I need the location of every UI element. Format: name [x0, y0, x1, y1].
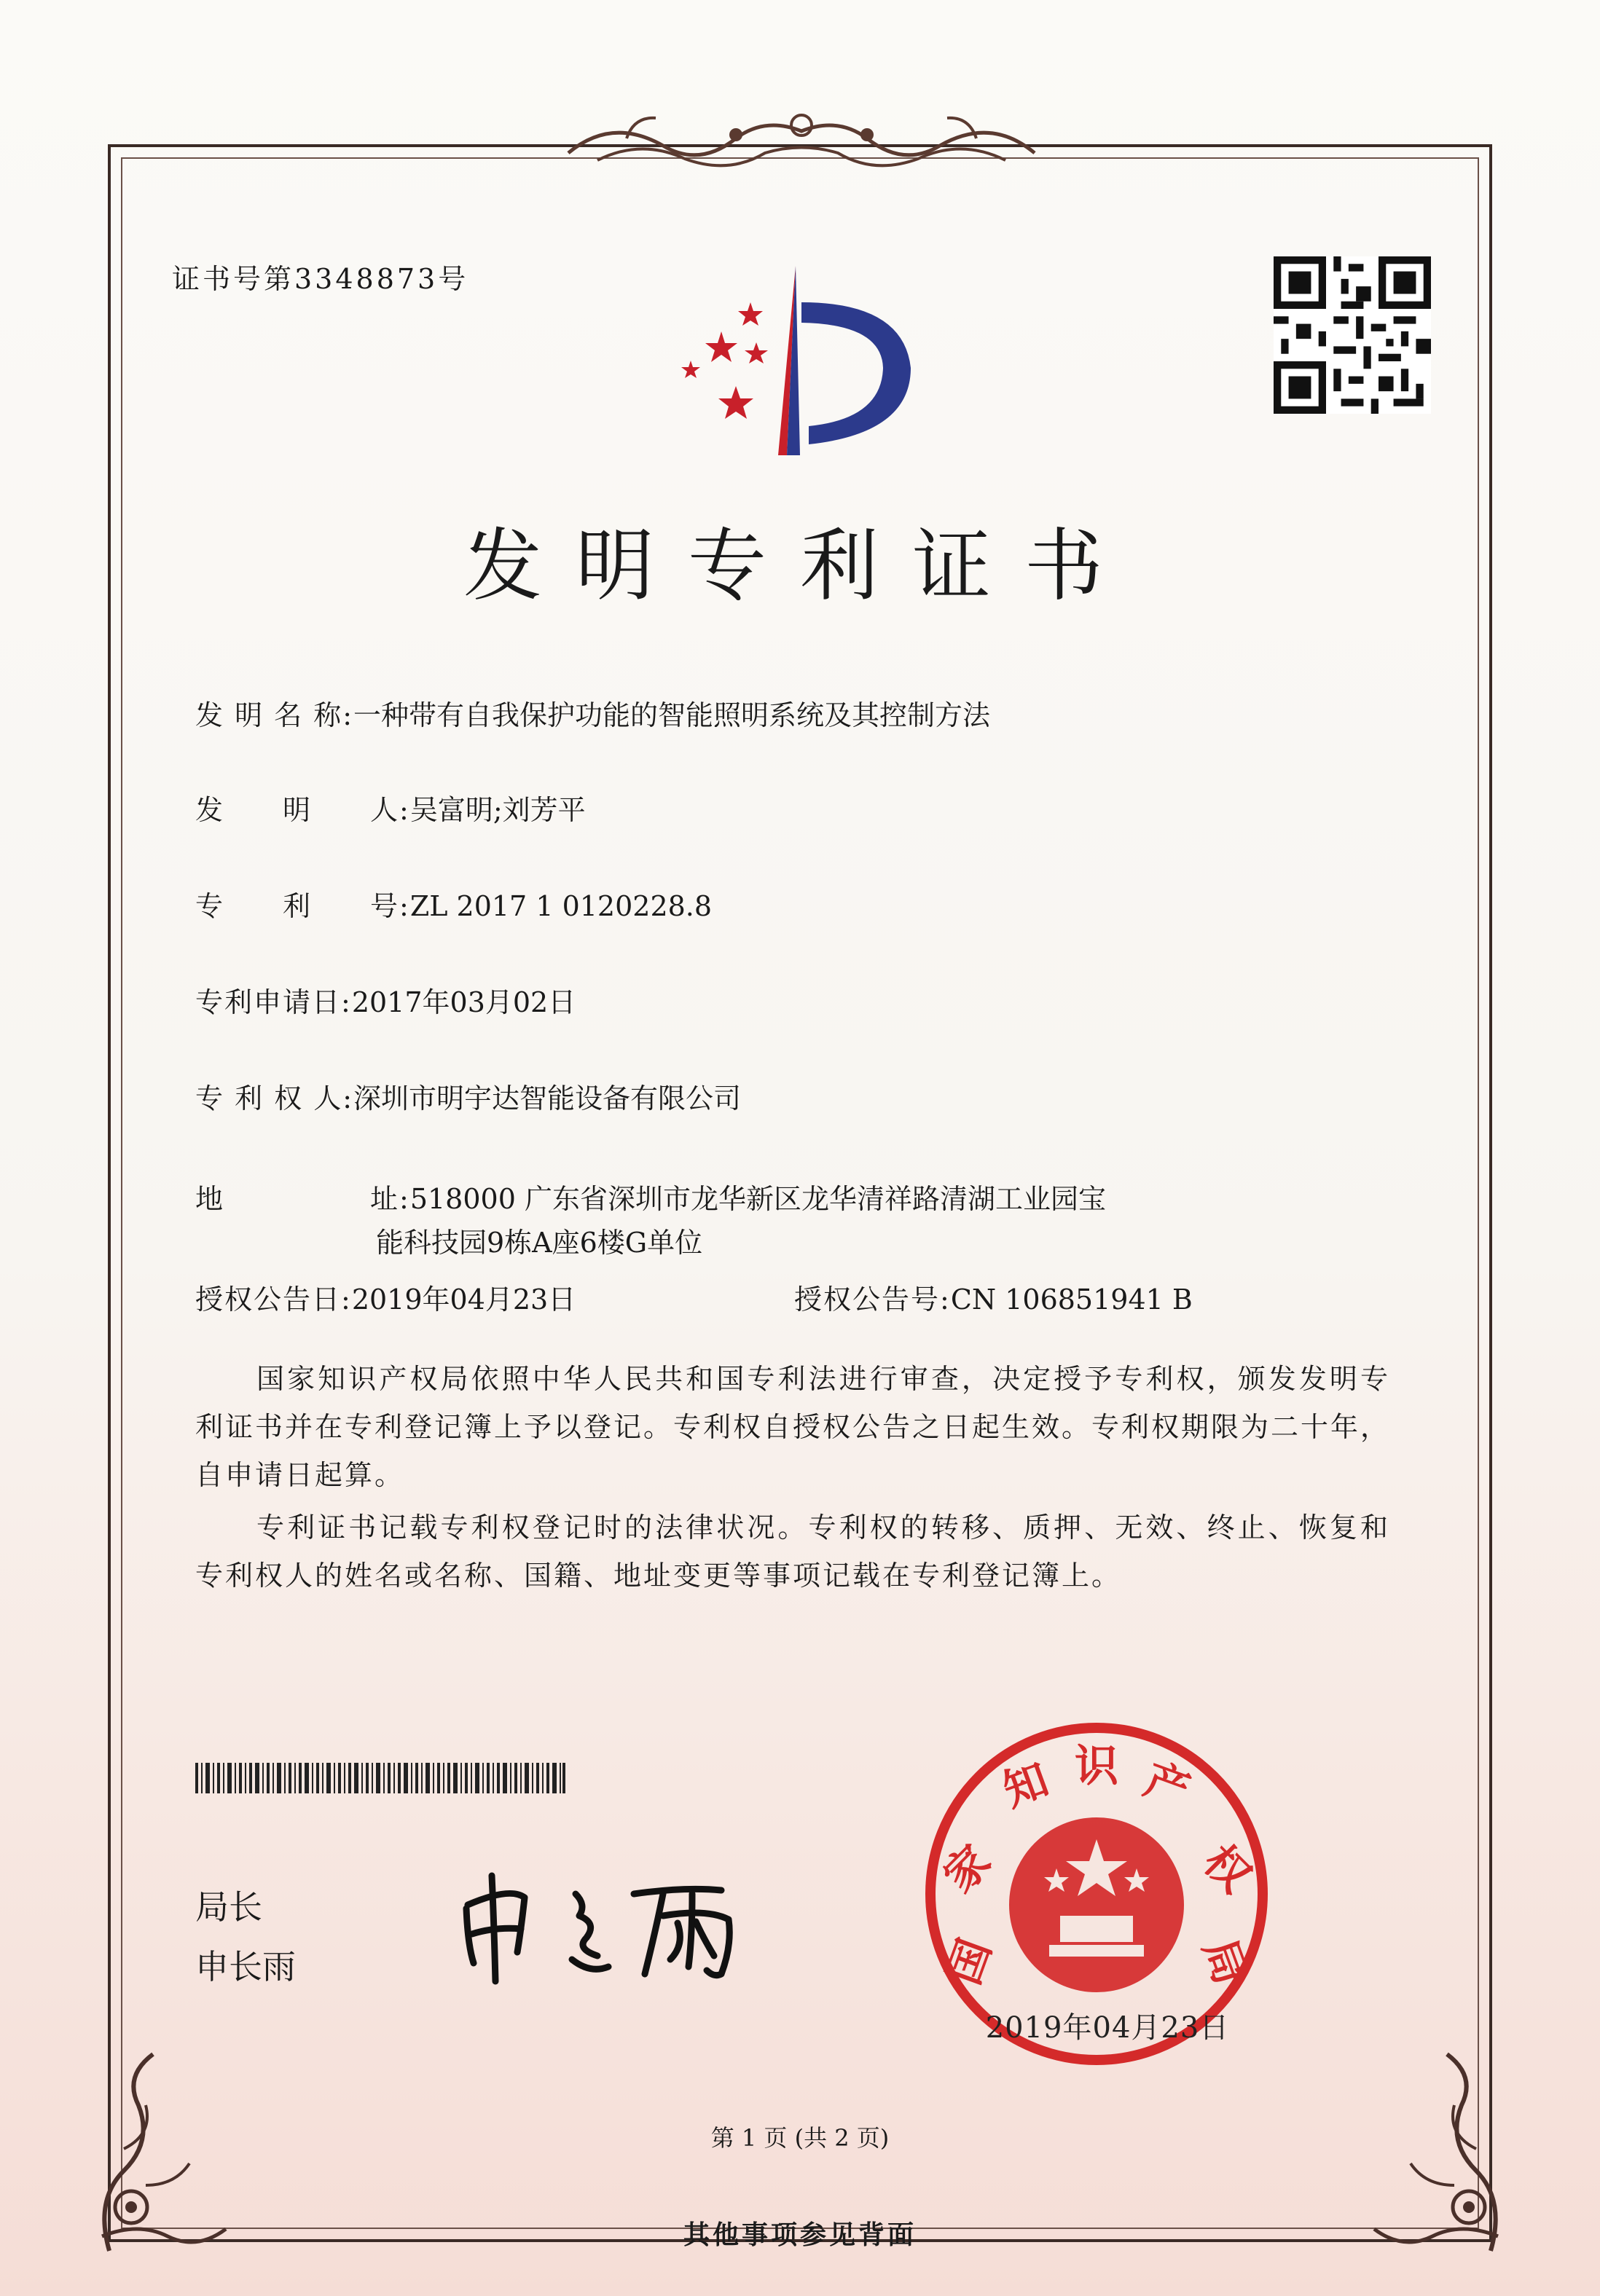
field-value: 吴富明;刘芳平	[409, 794, 586, 826]
svg-text:局: 局	[1193, 1932, 1256, 1992]
qr-code-icon	[1274, 256, 1431, 414]
field-announcement-date	[195, 1278, 576, 1321]
field-patent-number	[195, 884, 712, 928]
paragraph-2: 专利证书记载专利权登记时的法律状况。专利权的转移、质押、无效、终止、恢复和专利权人的姓名或名称、国籍、地址变更等事项记载在专利登记簿上。	[195, 1511, 1390, 1592]
field-patentee	[195, 1077, 741, 1120]
patent-office-emblem-icon	[670, 259, 933, 463]
field-value: 2019年04月23日	[351, 1283, 576, 1316]
field-label: 授权公告号:	[794, 1283, 951, 1316]
field-label: 专 利 号:	[195, 890, 410, 922]
handwritten-signature-icon	[452, 1865, 794, 1989]
paragraph-1: 国家知识产权局依照中华人民共和国专利法进行审查，决定授予专利权，颁发发明专利证书并在专利登记簿上予以登记。专利权自授权公告之日起生效。专利权期限为二十年，自申请日起算。	[195, 1363, 1391, 1491]
field-announcement-number	[794, 1278, 1193, 1321]
field-address-line2: 能科技园9栋A座6楼G单位	[376, 1227, 703, 1259]
field-value: 深圳市明宇达智能设备有限公司	[353, 1082, 742, 1114]
field-label: 专 利 权 人:	[195, 1082, 354, 1114]
certificate-number: 证书号第3348873号	[172, 263, 469, 295]
director-title: 局长	[195, 1887, 262, 1927]
svg-text:识: 识	[1075, 1741, 1118, 1792]
field-value: 518000 广东省深圳市龙华新区龙华清祥路清湖工业园宝	[409, 1183, 1106, 1215]
field-label: 授权公告日:	[195, 1283, 352, 1316]
field-address	[195, 1177, 1106, 1221]
svg-text:知: 知	[996, 1754, 1056, 1817]
svg-text:国: 国	[938, 1932, 1002, 1992]
field-label: 发 明 名 称:	[195, 699, 354, 731]
certificate-title: 发明专利证书	[463, 521, 1137, 612]
field-value: CN 106851941 B	[950, 1283, 1193, 1316]
footer-note: 其他事项参见背面	[683, 2220, 917, 2250]
field-invention-name	[195, 693, 990, 737]
field-value: 2017年03月02日	[351, 986, 576, 1018]
field-label: 专利申请日:	[195, 986, 352, 1018]
director-name: 申长雨	[195, 1947, 296, 1986]
svg-text:权: 权	[1193, 1835, 1261, 1903]
field-value: ZL 2017 1 0120228.8	[409, 890, 713, 922]
top-ornament-icon	[554, 102, 1049, 182]
seal-date: 2019年04月23日	[985, 2011, 1230, 2045]
barcode-icon	[195, 1763, 565, 1793]
svg-text:产: 产	[1137, 1754, 1197, 1817]
svg-text:家: 家	[933, 1835, 1001, 1903]
field-value: 一种带有自我保护功能的智能照明系统及其控制方法	[353, 699, 991, 731]
page-number: 第 1 页 (共 2 页)	[710, 2124, 890, 2152]
field-label: 发 明 人:	[195, 794, 410, 826]
field-inventor	[195, 788, 586, 832]
field-filing-date	[195, 980, 576, 1024]
field-label: 地 址:	[195, 1183, 410, 1215]
